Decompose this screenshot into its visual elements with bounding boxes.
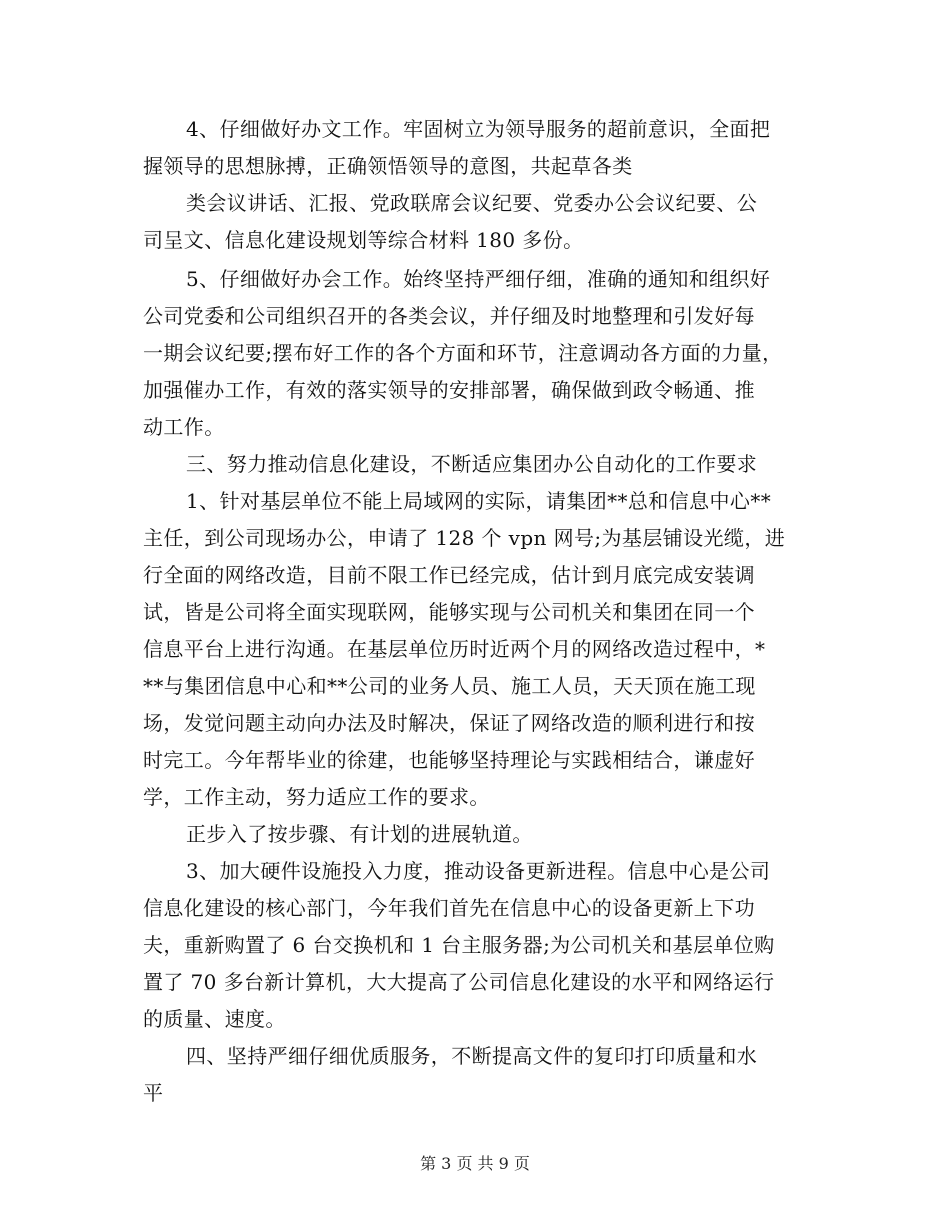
body-line: 试，皆是公司将全面实现联网，能够实现与公司机关和集团在同一个 xyxy=(143,600,755,624)
body-line: 加强催办工作，有效的落实领导的安排部署，确保做到政令畅通、推 xyxy=(143,378,755,402)
body-line: 信息平台上进行沟通。在基层单位历时近两个月的网络改造过程中，* xyxy=(143,637,766,661)
body-line: 5、仔细做好办会工作。始终坚持严细仔细，准确的通知和组织好 xyxy=(186,267,771,291)
body-line: 夫，重新购置了 6 台交换机和 1 台主服务器;为公司机关和基层单位购 xyxy=(143,933,775,957)
body-line: 平 xyxy=(143,1081,164,1105)
body-line: 类会议讲话、汇报、党政联席会议纪要、党委办公会议纪要、公 xyxy=(186,191,758,215)
page-number-footer: 第 3 页 共 9 页 xyxy=(420,1154,530,1173)
body-line: 学，工作主动，努力适应工作的要求。 xyxy=(143,785,490,809)
body-line: 主任，到公司现场办公，申请了 128 个 vpn 网号;为基层铺设光缆，进 xyxy=(143,526,786,550)
body-line: 信息化建设的核心部门，今年我们首先在信息中心的设备更新上下功 xyxy=(143,896,755,920)
body-line: 置了 70 多台新计算机，大大提高了公司信息化建设的水平和网络运行 xyxy=(143,970,775,994)
section-heading: 三、努力推动信息化建设，不断适应集团办公自动化的工作要求 xyxy=(186,452,758,476)
body-line: 场，发觉问题主动向办法及时解决，保证了网络改造的顺利进行和按 xyxy=(143,711,755,735)
body-line: 司呈文、信息化建设规划等综合材料 180 多份。 xyxy=(143,228,584,252)
body-line: 时完工。今年帮毕业的徐建，也能够坚持理论与实践相结合，谦虚好 xyxy=(143,748,755,772)
body-line: 的质量、速度。 xyxy=(143,1007,286,1031)
body-line: 握领导的思想脉搏，正确领悟领导的意图，共起草各类 xyxy=(143,154,633,178)
body-line: 3、加大硬件设施投入力度，推动设备更新进程。信息中心是公司 xyxy=(186,859,771,883)
body-line: 公司党委和公司组织召开的各类会议，并仔细及时地整理和引发好每 xyxy=(143,304,755,328)
body-line: **与集团信息中心和**公司的业务人员、施工人员，天天顶在施工现 xyxy=(143,674,756,698)
body-line: 动工作。 xyxy=(143,415,225,439)
section-heading: 四、坚持严细仔细优质服务，不断提高文件的复印打印质量和水 xyxy=(186,1044,758,1068)
body-line: 4、仔细做好办文工作。牢固树立为领导服务的超前意识，全面把 xyxy=(186,117,771,141)
body-line: 一期会议纪要;摆布好工作的各个方面和环节，注意调动各方面的力量， xyxy=(143,341,783,365)
body-line: 1、针对基层单位不能上局域网的实际，请集团**总和信息中心** xyxy=(186,489,772,513)
body-line: 正步入了按步骤、有计划的进展轨道。 xyxy=(186,822,533,846)
body-line: 行全面的网络改造，目前不限工作已经完成，估计到月底完成安装调 xyxy=(143,563,755,587)
